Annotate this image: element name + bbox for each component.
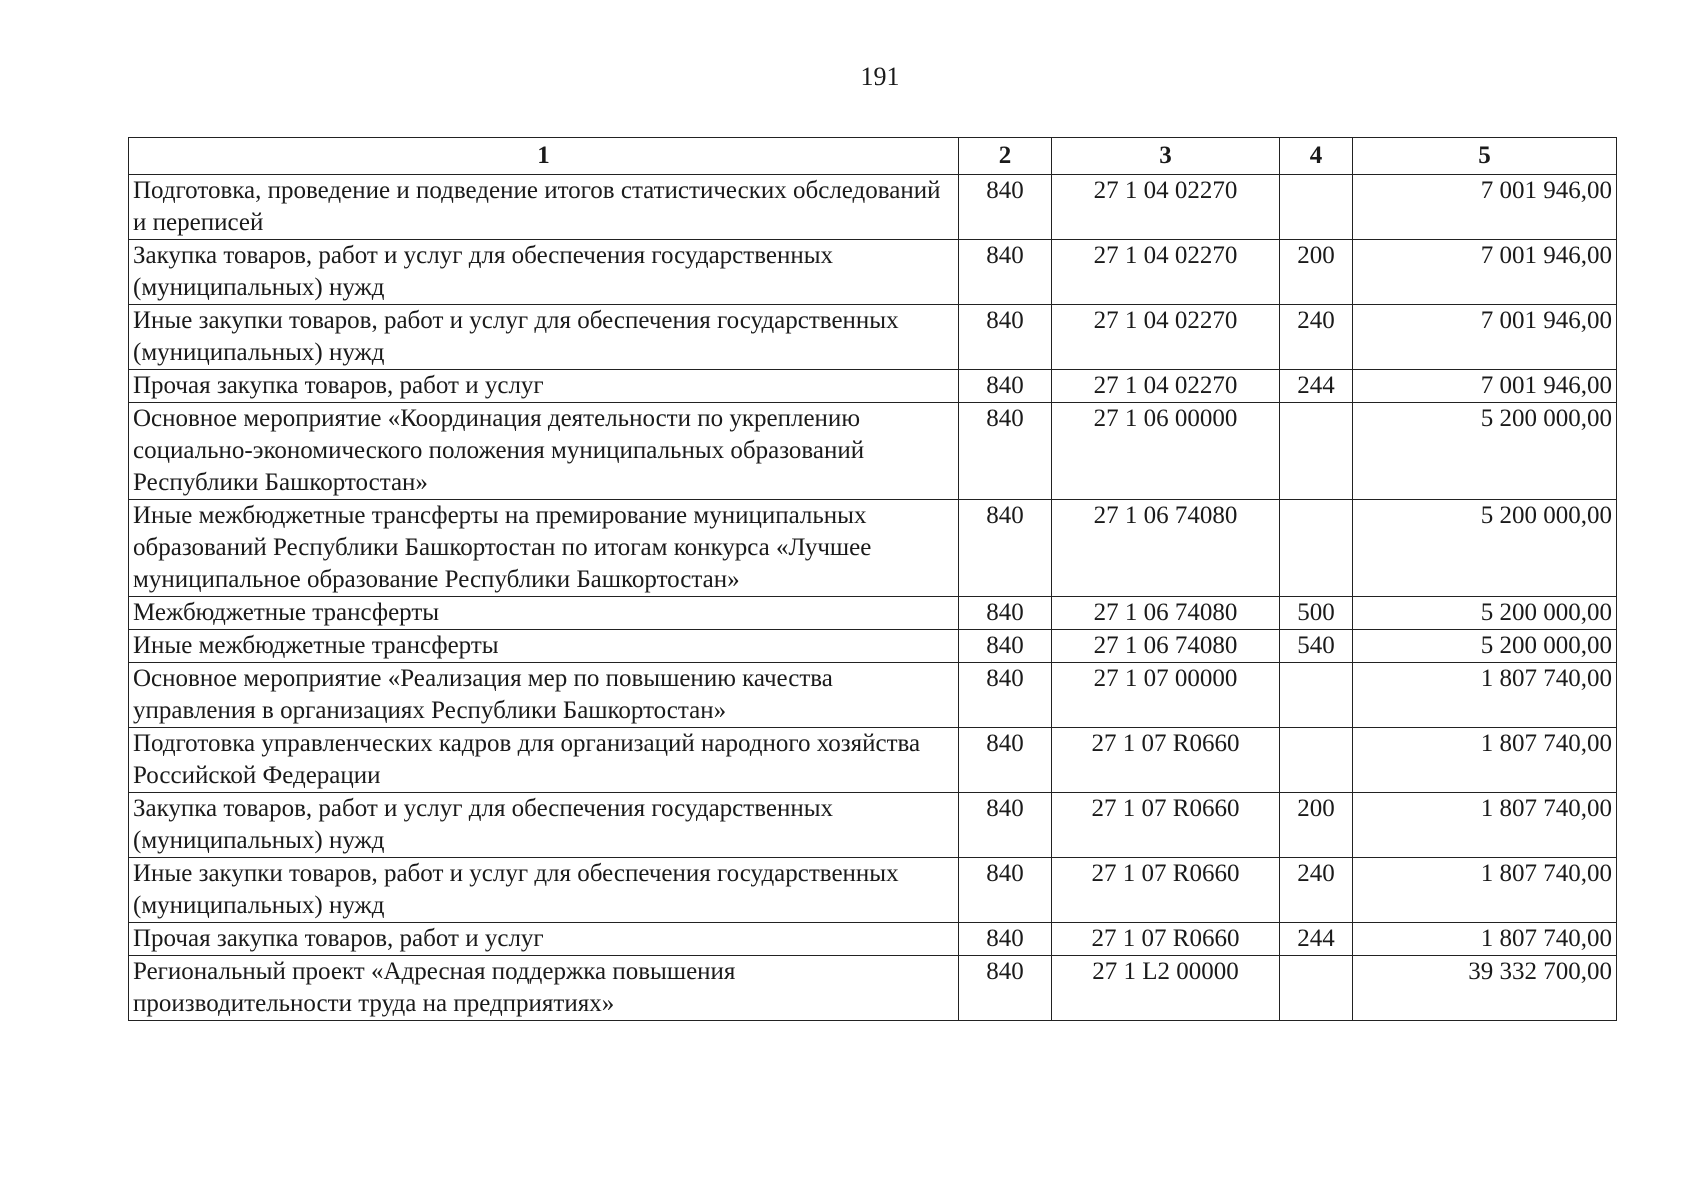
row-expense-type: 244 bbox=[1280, 370, 1353, 403]
row-amount: 7 001 946,00 bbox=[1353, 370, 1617, 403]
row-target-code: 27 1 04 02270 bbox=[1052, 370, 1280, 403]
table-row bbox=[129, 923, 1617, 956]
row-dept-code: 840 bbox=[959, 403, 1052, 500]
row-name: Иные межбюджетные трансферты bbox=[129, 630, 959, 663]
column-header-4: 4 bbox=[1280, 138, 1353, 175]
row-target-code: 27 1 07 00000 bbox=[1052, 663, 1280, 728]
row-amount: 5 200 000,00 bbox=[1353, 500, 1617, 597]
row-expense-type: 200 bbox=[1280, 240, 1353, 305]
row-name: Закупка товаров, работ и услуг для обеспечения государственных (муниципальных) нужд bbox=[129, 240, 959, 305]
table-body bbox=[129, 175, 1617, 1021]
row-dept-code: 840 bbox=[959, 175, 1052, 240]
column-header-2: 2 bbox=[959, 138, 1052, 175]
table-row bbox=[129, 956, 1617, 1021]
row-name: Подготовка, проведение и подведение итогов статистических обследований и переписей bbox=[129, 175, 959, 240]
row-expense-type: 540 bbox=[1280, 630, 1353, 663]
row-expense-type bbox=[1280, 956, 1353, 1021]
row-name: Закупка товаров, работ и услуг для обеспечения государственных (муниципальных) нужд bbox=[129, 793, 959, 858]
row-expense-type bbox=[1280, 175, 1353, 240]
row-dept-code: 840 bbox=[959, 793, 1052, 858]
row-dept-code: 840 bbox=[959, 956, 1052, 1021]
row-dept-code: 840 bbox=[959, 500, 1052, 597]
row-dept-code: 840 bbox=[959, 728, 1052, 793]
row-target-code: 27 1 06 74080 bbox=[1052, 500, 1280, 597]
column-header-1: 1 bbox=[129, 138, 959, 175]
table-row bbox=[129, 240, 1617, 305]
row-amount: 7 001 946,00 bbox=[1353, 305, 1617, 370]
row-amount: 5 200 000,00 bbox=[1353, 403, 1617, 500]
row-expense-type: 244 bbox=[1280, 923, 1353, 956]
table-row bbox=[129, 500, 1617, 597]
row-dept-code: 840 bbox=[959, 858, 1052, 923]
row-target-code: 27 1 04 02270 bbox=[1052, 305, 1280, 370]
row-target-code: 27 1 07 R0660 bbox=[1052, 858, 1280, 923]
row-target-code: 27 1 06 00000 bbox=[1052, 403, 1280, 500]
table-row bbox=[129, 175, 1617, 240]
row-target-code: 27 1 04 02270 bbox=[1052, 240, 1280, 305]
row-target-code: 27 1 04 02270 bbox=[1052, 175, 1280, 240]
row-dept-code: 840 bbox=[959, 663, 1052, 728]
table-row bbox=[129, 858, 1617, 923]
row-amount: 7 001 946,00 bbox=[1353, 240, 1617, 305]
row-dept-code: 840 bbox=[959, 630, 1052, 663]
row-name: Региональный проект «Адресная поддержка повышения производительности труда на предприятиях» bbox=[129, 956, 959, 1021]
row-name: Подготовка управленческих кадров для организаций народного хозяйства Российской Федерации bbox=[129, 728, 959, 793]
page-number: 191 bbox=[860, 62, 900, 91]
row-target-code: 27 1 07 R0660 bbox=[1052, 923, 1280, 956]
row-amount: 1 807 740,00 bbox=[1353, 923, 1617, 956]
row-name: Прочая закупка товаров, работ и услуг bbox=[129, 923, 959, 956]
row-expense-type bbox=[1280, 403, 1353, 500]
table-row bbox=[129, 630, 1617, 663]
column-header-3: 3 bbox=[1052, 138, 1280, 175]
row-target-code: 27 1 L2 00000 bbox=[1052, 956, 1280, 1021]
table-row bbox=[129, 370, 1617, 403]
table-row bbox=[129, 403, 1617, 500]
row-expense-type: 200 bbox=[1280, 793, 1353, 858]
row-name: Иные закупки товаров, работ и услуг для обеспечения государственных (муниципальных) нужд bbox=[129, 858, 959, 923]
row-expense-type bbox=[1280, 663, 1353, 728]
row-target-code: 27 1 06 74080 bbox=[1052, 630, 1280, 663]
row-dept-code: 840 bbox=[959, 597, 1052, 630]
row-expense-type bbox=[1280, 500, 1353, 597]
row-dept-code: 840 bbox=[959, 240, 1052, 305]
row-dept-code: 840 bbox=[959, 305, 1052, 370]
row-name: Межбюджетные трансферты bbox=[129, 597, 959, 630]
row-amount: 7 001 946,00 bbox=[1353, 175, 1617, 240]
row-expense-type: 240 bbox=[1280, 858, 1353, 923]
row-target-code: 27 1 07 R0660 bbox=[1052, 793, 1280, 858]
table-row bbox=[129, 793, 1617, 858]
column-header-5: 5 bbox=[1353, 138, 1617, 175]
row-amount: 39 332 700,00 bbox=[1353, 956, 1617, 1021]
table-row bbox=[129, 663, 1617, 728]
table-row bbox=[129, 305, 1617, 370]
row-amount: 5 200 000,00 bbox=[1353, 630, 1617, 663]
row-dept-code: 840 bbox=[959, 370, 1052, 403]
row-name: Иные закупки товаров, работ и услуг для обеспечения государственных (муниципальных) нужд bbox=[129, 305, 959, 370]
row-name: Иные межбюджетные трансферты на премирование муниципальных образований Республики Башкортостан по итогам конкурса «Лучшее муниципальное образование Республики Башкортостан» bbox=[129, 500, 959, 597]
row-name: Прочая закупка товаров, работ и услуг bbox=[129, 370, 959, 403]
row-target-code: 27 1 07 R0660 bbox=[1052, 728, 1280, 793]
row-amount: 1 807 740,00 bbox=[1353, 728, 1617, 793]
row-expense-type bbox=[1280, 728, 1353, 793]
row-target-code: 27 1 06 74080 bbox=[1052, 597, 1280, 630]
row-expense-type: 500 bbox=[1280, 597, 1353, 630]
table-header-row bbox=[129, 138, 1617, 175]
row-amount: 1 807 740,00 bbox=[1353, 663, 1617, 728]
row-amount: 5 200 000,00 bbox=[1353, 597, 1617, 630]
row-name: Основное мероприятие «Реализация мер по повышению качества управления в организациях Республики Башкортостан» bbox=[129, 663, 959, 728]
budget-table bbox=[128, 137, 1617, 1021]
table-row bbox=[129, 728, 1617, 793]
row-name: Основное мероприятие «Координация деятельности по укреплению социально-экономического положения муниципальных образований Республики Башкортостан» bbox=[129, 403, 959, 500]
row-amount: 1 807 740,00 bbox=[1353, 858, 1617, 923]
table-row bbox=[129, 597, 1617, 630]
row-amount: 1 807 740,00 bbox=[1353, 793, 1617, 858]
row-dept-code: 840 bbox=[959, 923, 1052, 956]
row-expense-type: 240 bbox=[1280, 305, 1353, 370]
